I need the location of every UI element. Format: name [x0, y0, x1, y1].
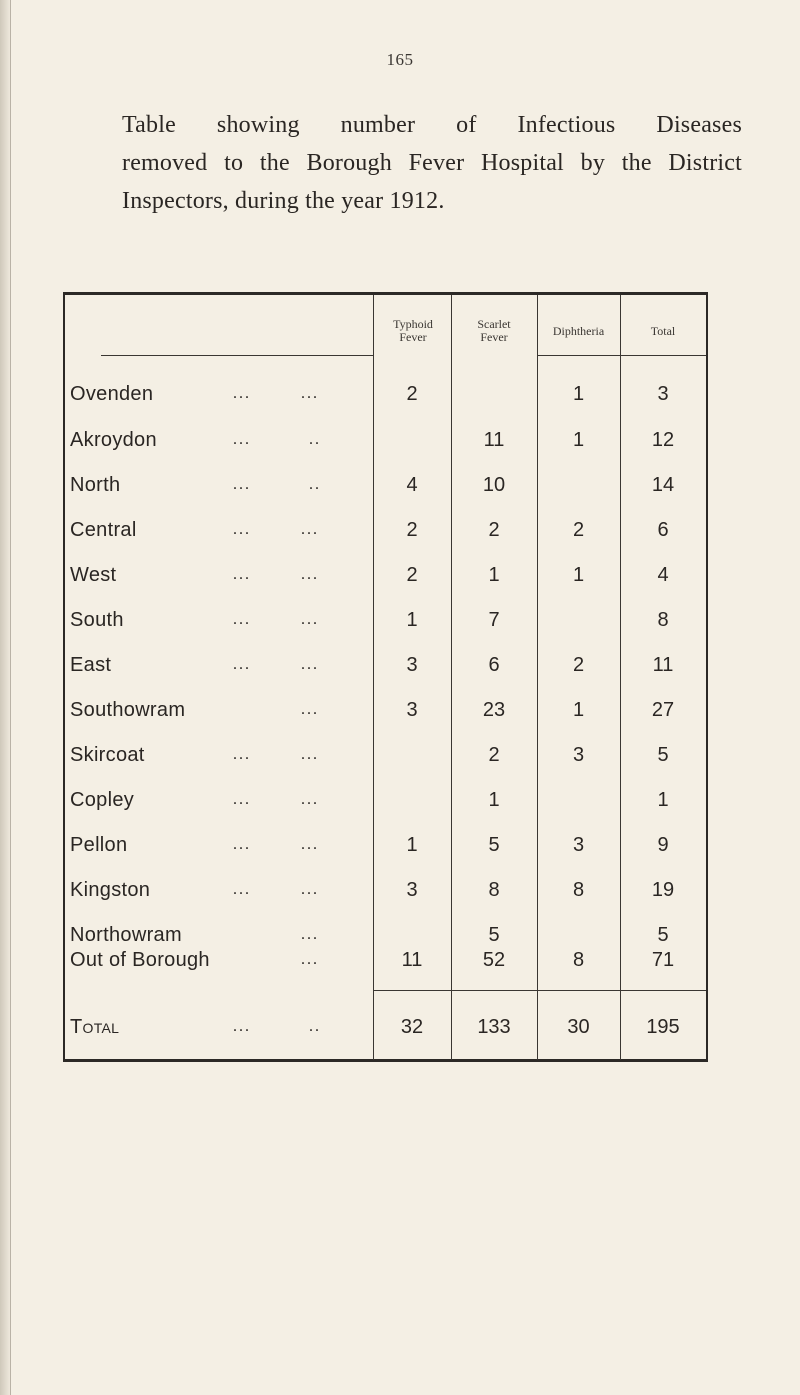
- header-scarlet-fever: Scarlet Fever: [477, 317, 511, 344]
- leader-dots: ..: [309, 476, 321, 493]
- scarlet-value: 11: [483, 429, 505, 451]
- table-row: [65, 825, 706, 865]
- scarlet-total: 133: [477, 1016, 511, 1038]
- leader-dots: ...: [301, 746, 319, 763]
- leader-dots: ...: [233, 656, 251, 673]
- table-row: [65, 600, 706, 640]
- leader-dots: ...: [233, 521, 251, 538]
- caption-line-2: removed to the Borough Fever Hospital by the District: [122, 150, 742, 176]
- total-value: 9: [657, 834, 669, 856]
- scarlet-value: 7: [488, 609, 500, 631]
- district-name: East: [70, 654, 112, 676]
- total-rule: [373, 990, 706, 991]
- scarlet-value: 2: [488, 744, 500, 766]
- typhoid-value: 2: [406, 383, 418, 405]
- scarlet-value: 1: [488, 789, 500, 811]
- district-name: Southowram: [70, 699, 186, 721]
- leader-dots: ...: [301, 926, 319, 943]
- typhoid-value: 3: [406, 879, 418, 901]
- diphtheria-value: 1: [572, 429, 585, 451]
- leader-dots: ...: [301, 656, 319, 673]
- total-value: 11: [652, 654, 674, 676]
- total-value: 12: [651, 429, 675, 451]
- table-row: [65, 465, 706, 505]
- total-value: 19: [651, 879, 675, 901]
- diphtheria-value: 2: [572, 519, 585, 541]
- district-name: West: [70, 564, 117, 586]
- diphtheria-value: 1: [572, 564, 585, 586]
- typhoid-total: 32: [400, 1016, 424, 1038]
- header-typhoid-fever: Typhoid Fever: [393, 317, 433, 344]
- scarlet-value: 23: [482, 699, 506, 721]
- table-row: [65, 870, 706, 910]
- leader-dots: ...: [301, 791, 319, 808]
- leader-dots: ..: [309, 1018, 321, 1035]
- diphtheria-value: 2: [572, 654, 585, 676]
- header-total: Total: [650, 323, 676, 338]
- total-value: 27: [651, 699, 675, 721]
- district-name: Akroydon: [70, 429, 157, 451]
- table-row: [65, 940, 706, 980]
- district-name: Out of Borough: [70, 949, 210, 971]
- table-row: [65, 555, 706, 595]
- header-rule: [101, 355, 373, 356]
- leader-dots: ...: [301, 566, 319, 583]
- typhoid-value: 1: [406, 609, 418, 631]
- total-value: 8: [657, 609, 669, 631]
- leader-dots: ...: [301, 521, 319, 538]
- header-rule: [620, 355, 706, 356]
- district-name: Copley: [70, 789, 135, 811]
- typhoid-value: 1: [406, 834, 418, 856]
- leader-dots: ...: [233, 881, 251, 898]
- leader-dots: ...: [233, 611, 251, 628]
- district-name: Northowram: [70, 924, 182, 946]
- typhoid-value: 4: [406, 474, 418, 496]
- leader-dots: ...: [301, 701, 319, 718]
- caption-line-3: Inspectors, during the year 1912.: [122, 188, 445, 214]
- total-value: 5: [657, 924, 669, 946]
- typhoid-value: 2: [406, 519, 418, 541]
- leader-dots: ...: [301, 951, 319, 968]
- diphtheria-value: 3: [572, 744, 585, 766]
- diphtheria-value: 8: [572, 879, 585, 901]
- total-value: 1: [657, 789, 669, 811]
- typhoid-value: 2: [406, 564, 418, 586]
- typhoid-value: 3: [406, 654, 418, 676]
- district-name: Kingston: [70, 879, 151, 901]
- total-value: 3: [657, 383, 669, 405]
- leader-dots: ...: [233, 836, 251, 853]
- diphtheria-value: 1: [572, 699, 585, 721]
- leader-dots: ..: [309, 431, 321, 448]
- diphtheria-value: 1: [572, 383, 585, 405]
- scarlet-value: 1: [488, 564, 500, 586]
- typhoid-value: 3: [406, 699, 418, 721]
- district-name: Pellon: [70, 834, 128, 856]
- header-rule: [537, 355, 620, 356]
- leader-dots: ...: [301, 385, 319, 402]
- header-diphtheria: Diphtheria: [552, 323, 605, 338]
- leader-dots: ...: [301, 611, 319, 628]
- table-caption: [122, 106, 742, 220]
- district-name: Ovenden: [70, 383, 154, 405]
- leader-dots: ...: [301, 881, 319, 898]
- leader-dots: ...: [233, 431, 251, 448]
- total-row: [65, 1007, 706, 1047]
- total-value: 6: [657, 519, 669, 541]
- table-row: [65, 645, 706, 685]
- caption-line-1: Table showing number of Infectious Diseases: [122, 112, 742, 138]
- table-row: [65, 690, 706, 730]
- total-value: 14: [651, 474, 675, 496]
- diphtheria-total: 30: [567, 1016, 590, 1038]
- leader-dots: ...: [233, 746, 251, 763]
- grand-total: 195: [646, 1016, 680, 1038]
- leader-dots: ...: [233, 566, 251, 583]
- leader-dots: ...: [301, 836, 319, 853]
- total-value: 5: [657, 744, 669, 766]
- scarlet-value: 5: [488, 924, 500, 946]
- table-row: [65, 735, 706, 775]
- district-name: South: [70, 609, 124, 631]
- total-value: 4: [657, 564, 669, 586]
- table-row: [65, 420, 706, 460]
- scarlet-value: 52: [482, 949, 506, 971]
- scarlet-value: 5: [488, 834, 500, 856]
- scarlet-value: 10: [482, 474, 506, 496]
- table-row: [65, 510, 706, 550]
- diphtheria-value: 8: [572, 949, 585, 971]
- infectious-diseases-table: [63, 292, 708, 1062]
- leader-dots: ...: [233, 385, 251, 402]
- scarlet-value: 2: [488, 519, 500, 541]
- leader-dots: ...: [233, 791, 251, 808]
- district-name: Skircoat: [70, 744, 145, 766]
- scarlet-value: 8: [488, 879, 500, 901]
- leader-dots: ...: [233, 1018, 251, 1035]
- total-value: 71: [651, 949, 675, 971]
- scarlet-value: 6: [488, 654, 500, 676]
- district-name: North: [70, 474, 121, 496]
- leader-dots: ...: [233, 476, 251, 493]
- diphtheria-value: 3: [572, 834, 585, 856]
- total-row-label: Total: [70, 1016, 120, 1038]
- table-row: [65, 780, 706, 820]
- page-binding-edge: [0, 0, 11, 1395]
- table-row: [65, 374, 706, 414]
- district-name: Central: [70, 519, 137, 541]
- page-number: 165: [386, 50, 414, 69]
- typhoid-value: 11: [401, 949, 423, 971]
